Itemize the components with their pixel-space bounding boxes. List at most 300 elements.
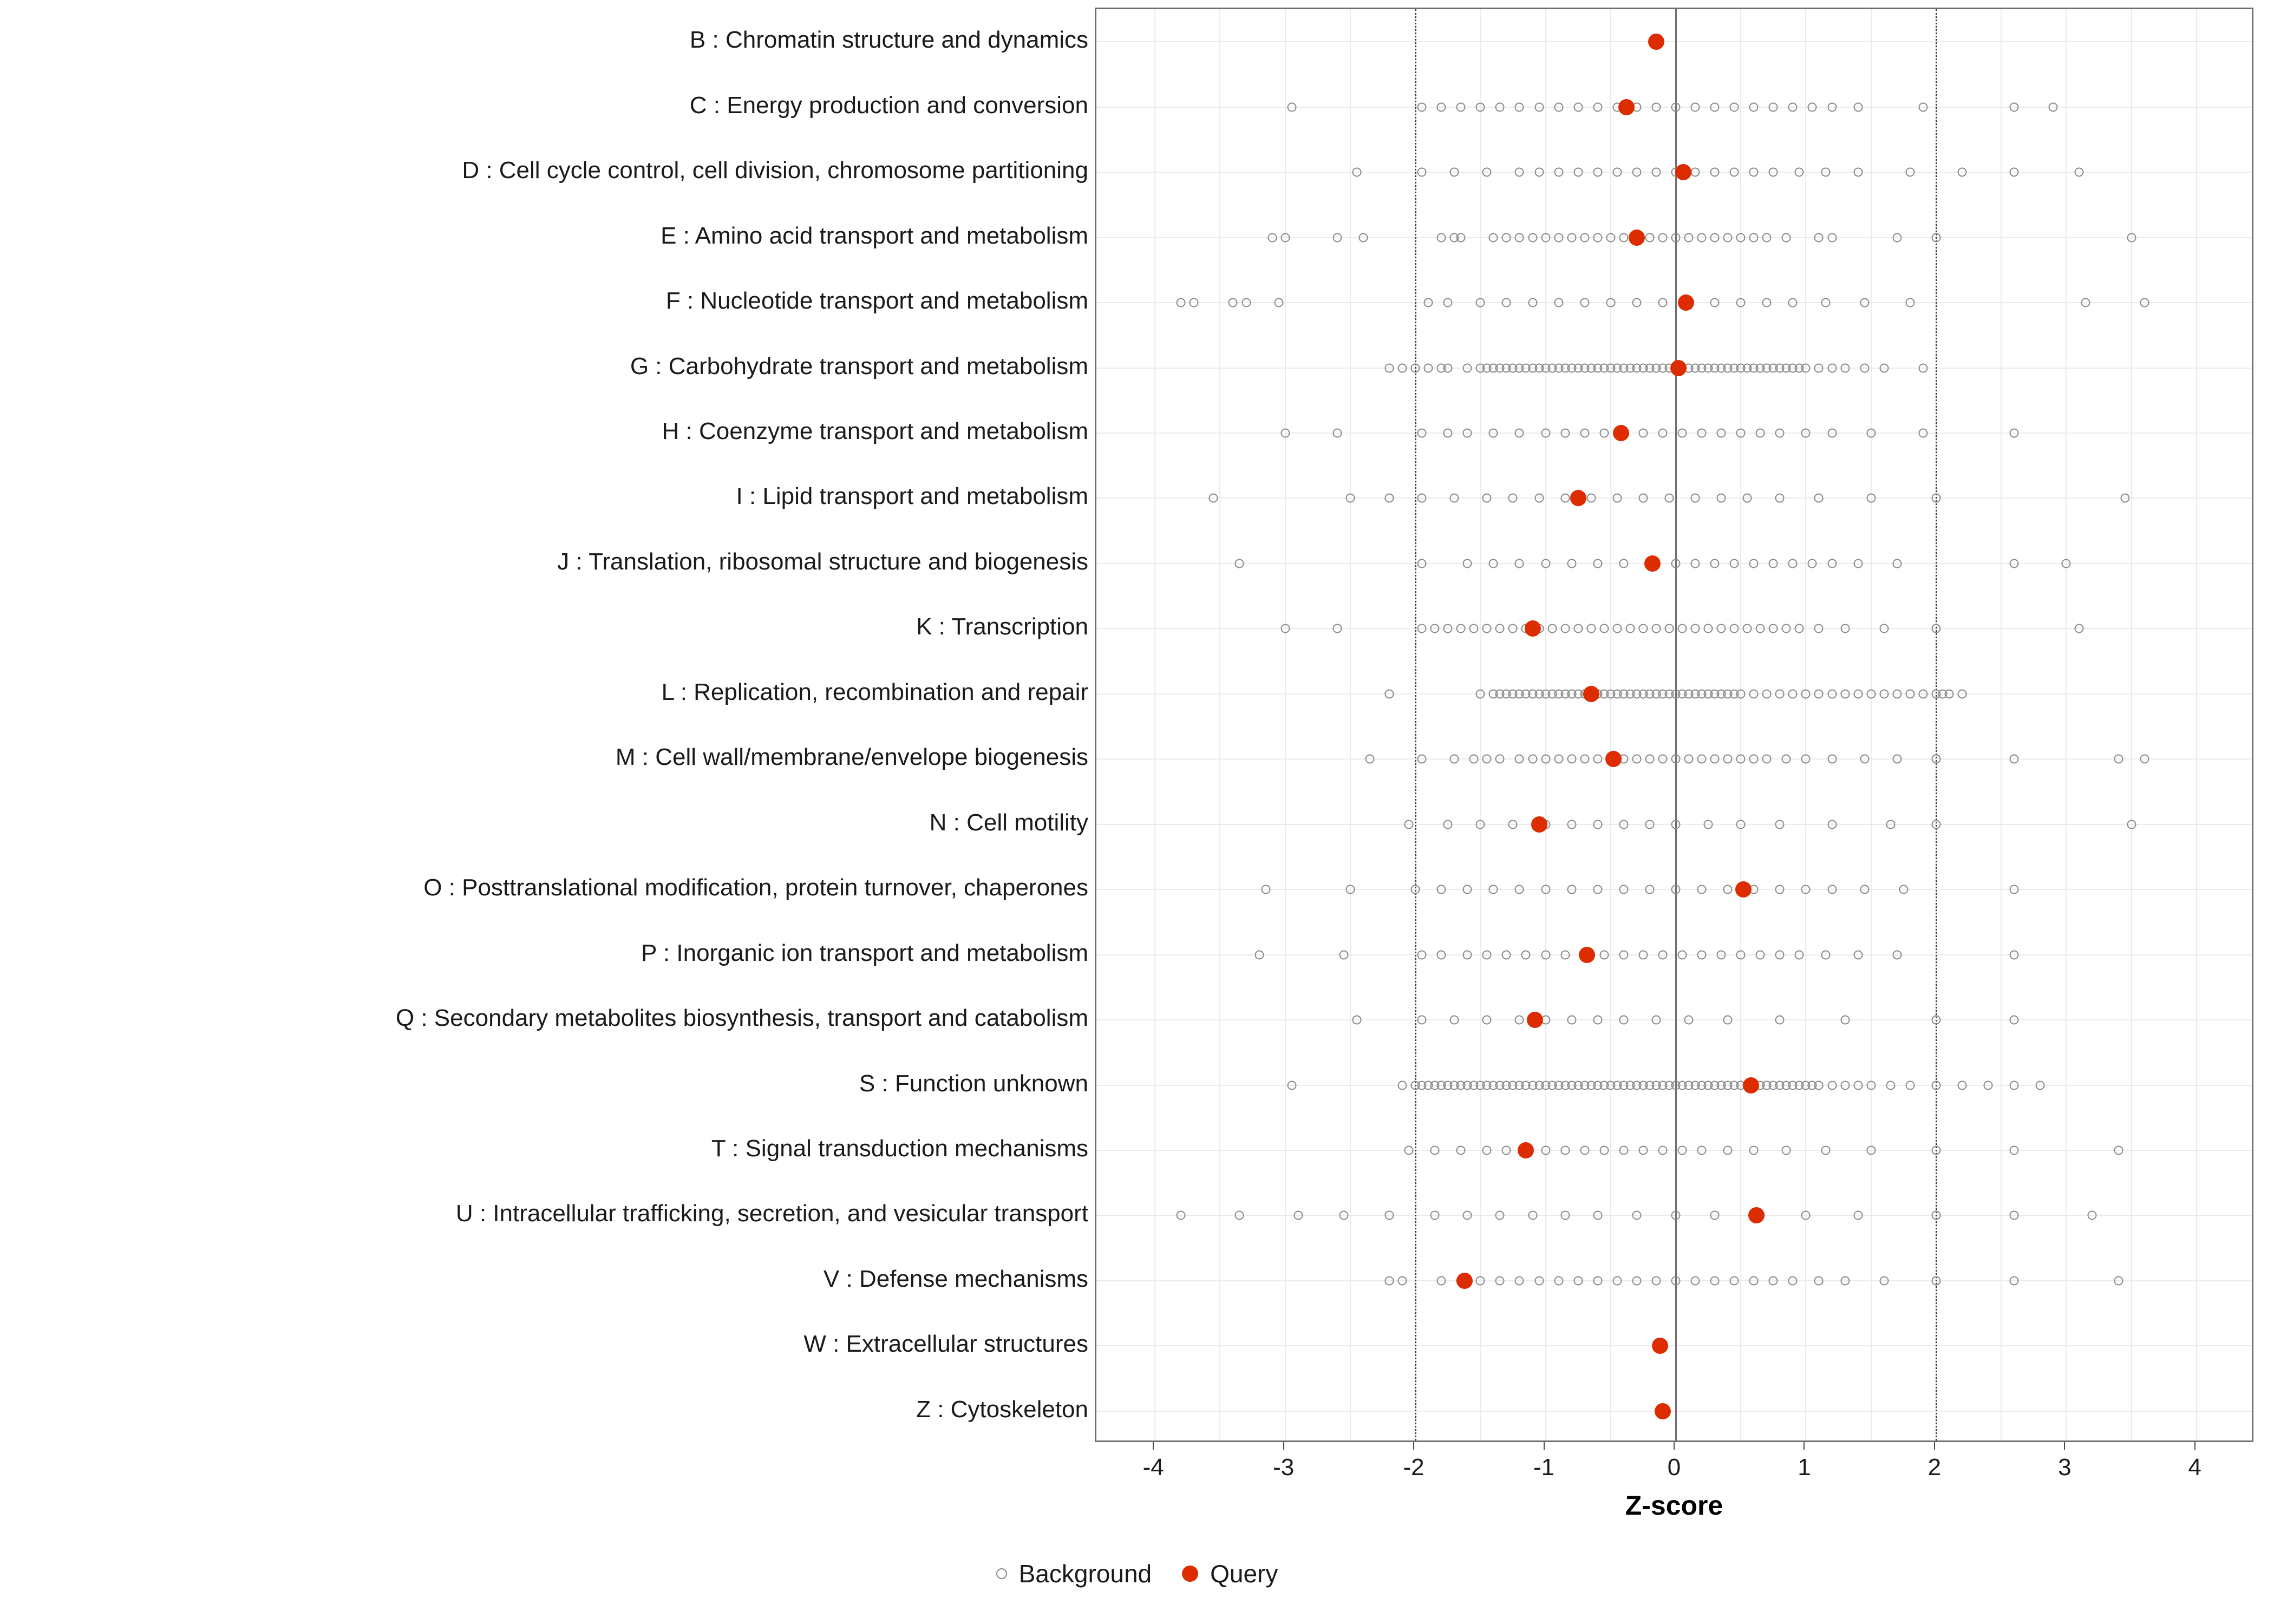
background-data-point [1495, 102, 1505, 112]
background-data-point [1443, 624, 1453, 633]
background-data-point [1697, 1145, 1707, 1155]
background-data-point [1417, 755, 1427, 764]
background-data-point [1918, 102, 1927, 112]
query-data-point [1748, 1207, 1765, 1223]
background-data-point [1814, 624, 1824, 633]
background-data-point [1671, 559, 1681, 568]
background-data-point [1489, 428, 1498, 437]
background-data-point [1417, 168, 1427, 177]
background-data-point [1658, 428, 1667, 437]
background-data-point [2120, 494, 2129, 503]
background-data-point [1756, 624, 1765, 633]
x-tick-label: -2 [1403, 1454, 1424, 1481]
background-data-point [1918, 428, 1927, 437]
category-label: B : Chromatin structure and dynamics [689, 27, 1088, 54]
background-data-point [1984, 1081, 1993, 1090]
background-data-point [1697, 233, 1707, 242]
background-data-point [1567, 755, 1576, 764]
background-data-point [1892, 950, 1901, 959]
category-label: K : Transcription [916, 613, 1088, 640]
background-data-point [2010, 1211, 2019, 1220]
background-data-point [1892, 755, 1901, 764]
background-data-point [1235, 559, 1244, 568]
background-data-point [1931, 233, 1940, 242]
background-data-point [1554, 298, 1563, 307]
x-tick-label: -4 [1142, 1454, 1164, 1481]
x-tick-label: 3 [2058, 1454, 2072, 1481]
x-tick-mark [1803, 1442, 1805, 1450]
background-data-point [1580, 233, 1589, 242]
background-data-point [1821, 950, 1830, 959]
background-data-point [1762, 689, 1772, 698]
grid-line-vertical [1610, 9, 1611, 1440]
background-data-point [1417, 494, 1427, 503]
background-marker-icon [996, 1568, 1007, 1579]
background-data-point [1853, 102, 1863, 112]
background-data-point [1749, 233, 1759, 242]
background-data-point [1443, 820, 1453, 829]
category-axis-labels [0, 0, 1088, 1451]
background-data-point [2010, 102, 2019, 112]
background-data-point [1782, 1145, 1791, 1155]
background-data-point [1684, 233, 1694, 242]
background-data-point [1515, 885, 1524, 894]
background-data-point [1573, 1276, 1583, 1285]
background-data-point [1469, 624, 1479, 633]
background-data-point [1567, 1016, 1576, 1025]
background-data-point [1814, 1081, 1824, 1090]
background-data-point [1502, 233, 1511, 242]
background-data-point [1515, 755, 1524, 764]
background-data-point [1801, 1211, 1811, 1220]
background-data-point [1808, 102, 1817, 112]
background-data-point [1463, 559, 1472, 568]
background-data-point [1866, 494, 1876, 503]
background-data-point [1280, 233, 1290, 242]
background-data-point [1339, 950, 1348, 959]
background-data-point [1482, 624, 1492, 633]
background-data-point [1638, 428, 1648, 437]
background-data-point [1931, 820, 1940, 829]
background-data-point [1450, 755, 1459, 764]
background-data-point [1638, 624, 1648, 633]
background-data-point [2010, 950, 2019, 959]
background-data-point [1730, 102, 1739, 112]
background-data-point [1274, 298, 1283, 307]
background-data-point [1710, 298, 1720, 307]
background-data-point [1957, 1081, 1966, 1090]
query-data-point [1644, 555, 1661, 572]
reference-line-threshold [1415, 9, 1416, 1440]
background-data-point [1476, 1276, 1485, 1285]
background-data-point [1821, 168, 1830, 177]
background-data-point [1593, 102, 1602, 112]
background-data-point [1476, 298, 1485, 307]
background-data-point [1664, 624, 1674, 633]
background-data-point [1385, 1276, 1394, 1285]
background-data-point [1456, 624, 1466, 633]
background-data-point [1736, 950, 1746, 959]
background-data-point [1691, 624, 1700, 633]
background-data-point [1612, 494, 1622, 503]
background-data-point [1612, 168, 1622, 177]
grid-line-vertical [1871, 9, 1872, 1440]
background-data-point [1528, 298, 1537, 307]
background-data-point [1678, 1145, 1687, 1155]
query-marker-icon [1182, 1566, 1198, 1582]
query-data-point [1670, 360, 1687, 376]
background-data-point [2127, 820, 2136, 829]
background-data-point [1678, 428, 1687, 437]
background-data-point [1879, 1276, 1889, 1285]
background-data-point [1580, 1145, 1589, 1155]
background-data-point [1593, 233, 1602, 242]
background-data-point [1756, 950, 1765, 959]
background-data-point [2088, 1211, 2097, 1220]
background-data-point [1489, 233, 1498, 242]
category-label: G : Carbohydrate transport and metabolism [630, 352, 1088, 379]
background-data-point [1508, 624, 1518, 633]
background-data-point [1541, 755, 1550, 764]
background-data-point [1463, 950, 1472, 959]
background-data-point [1567, 885, 1576, 894]
background-data-point [1567, 233, 1576, 242]
background-data-point [1385, 689, 1394, 698]
background-data-point [1743, 494, 1752, 503]
x-tick-label: 0 [1667, 1454, 1681, 1481]
background-data-point [1827, 233, 1837, 242]
background-data-point [1827, 363, 1837, 372]
background-data-point [1892, 689, 1901, 698]
background-data-point [1593, 559, 1602, 568]
background-data-point [1345, 885, 1355, 894]
background-data-point [1489, 885, 1498, 894]
background-data-point [1775, 950, 1785, 959]
reference-line-zero [1675, 9, 1677, 1440]
background-data-point [1827, 559, 1837, 568]
background-data-point [1450, 1016, 1459, 1025]
background-data-point [1534, 1276, 1544, 1285]
background-data-point [1515, 1276, 1524, 1285]
background-data-point [1723, 755, 1733, 764]
background-data-point [1691, 102, 1700, 112]
background-data-point [1560, 494, 1570, 503]
background-data-point [1177, 298, 1186, 307]
background-data-point [1385, 363, 1394, 372]
background-data-point [1769, 1276, 1778, 1285]
background-data-point [1547, 624, 1557, 633]
background-data-point [1619, 1145, 1628, 1155]
background-data-point [1762, 755, 1772, 764]
background-data-point [1437, 885, 1446, 894]
background-data-point [1691, 168, 1700, 177]
background-data-point [1730, 1276, 1739, 1285]
background-data-point [1931, 624, 1940, 633]
background-data-point [1671, 233, 1681, 242]
background-data-point [1593, 1016, 1602, 1025]
background-data-point [2114, 1276, 2123, 1285]
legend-item-background[interactable] [996, 1559, 1152, 1588]
background-data-point [1704, 820, 1713, 829]
background-data-point [1866, 1081, 1876, 1090]
background-data-point [1599, 428, 1609, 437]
background-data-point [1437, 1276, 1446, 1285]
background-data-point [2010, 1081, 2019, 1090]
background-data-point [1853, 1211, 1863, 1220]
background-data-point [1866, 689, 1876, 698]
grid-line-vertical [1350, 9, 1351, 1440]
background-data-point [1229, 298, 1238, 307]
background-data-point [1931, 755, 1940, 764]
background-data-point [1821, 1145, 1830, 1155]
grid-line-horizontal [1096, 954, 2252, 955]
background-data-point [1853, 950, 1863, 959]
x-tick-mark [1153, 1442, 1154, 1450]
background-data-point [1437, 233, 1446, 242]
background-data-point [1931, 1016, 1940, 1025]
background-data-point [1840, 689, 1850, 698]
background-data-point [1899, 885, 1908, 894]
background-data-point [1515, 559, 1524, 568]
background-data-point [1814, 233, 1824, 242]
query-data-point [1456, 1273, 1473, 1289]
category-label: C : Energy production and conversion [689, 91, 1088, 119]
background-data-point [1404, 1145, 1414, 1155]
background-data-point [1352, 168, 1361, 177]
category-label: J : Translation, ribosomal structure and biogenesis [557, 548, 1088, 575]
background-data-point [1651, 1016, 1661, 1025]
background-data-point [1385, 1211, 1394, 1220]
background-data-point [1495, 1276, 1505, 1285]
category-label: T : Signal transduction mechanisms [711, 1135, 1088, 1162]
background-data-point [1619, 820, 1628, 829]
background-data-point [1515, 102, 1524, 112]
grid-line-vertical [1545, 9, 1546, 1440]
background-data-point [1502, 950, 1511, 959]
background-data-point [1918, 363, 1927, 372]
background-data-point [1840, 1016, 1850, 1025]
background-data-point [1723, 1016, 1733, 1025]
background-data-point [1619, 559, 1628, 568]
background-data-point [1567, 820, 1576, 829]
background-data-point [1814, 494, 1824, 503]
background-data-point [1567, 559, 1576, 568]
background-data-point [1411, 885, 1420, 894]
background-data-point [1866, 428, 1876, 437]
background-data-point [1619, 1016, 1628, 1025]
background-data-point [1593, 1276, 1602, 1285]
category-label: S : Function unknown [859, 1070, 1088, 1097]
query-data-point [1579, 947, 1595, 963]
background-data-point [1782, 624, 1791, 633]
background-data-point [1632, 1211, 1641, 1220]
background-data-point [1534, 494, 1544, 503]
background-data-point [1931, 1276, 1940, 1285]
background-data-point [1606, 233, 1615, 242]
background-data-point [1541, 559, 1550, 568]
background-data-point [1287, 102, 1296, 112]
background-data-point [2081, 298, 2090, 307]
background-data-point [1788, 102, 1798, 112]
background-data-point [1560, 624, 1570, 633]
background-data-point [1827, 755, 1837, 764]
background-data-point [1814, 689, 1824, 698]
category-label: U : Intracellular trafficking, secretion, and vesicular transport [455, 1200, 1088, 1227]
x-axis-tick-labels [1095, 1454, 2253, 1487]
background-data-point [1450, 168, 1459, 177]
background-data-point [1691, 494, 1700, 503]
background-data-point [1482, 1016, 1492, 1025]
grid-line-horizontal [1096, 1150, 2252, 1151]
background-data-point [1710, 559, 1720, 568]
background-data-point [1717, 494, 1726, 503]
query-data-point [1678, 294, 1694, 311]
background-data-point [1365, 755, 1374, 764]
background-data-point [1840, 363, 1850, 372]
background-data-point [1684, 1016, 1694, 1025]
background-data-point [1573, 168, 1583, 177]
background-data-point [1658, 950, 1667, 959]
query-data-point [1652, 1338, 1668, 1354]
background-data-point [1638, 1145, 1648, 1155]
background-data-point [1853, 559, 1863, 568]
query-data-point [1531, 816, 1547, 833]
grid-line-vertical [2196, 9, 2197, 1440]
background-data-point [1352, 1016, 1361, 1025]
background-data-point [1398, 1081, 1407, 1090]
background-data-point [1443, 428, 1453, 437]
background-data-point [1886, 820, 1895, 829]
background-data-point [1528, 755, 1537, 764]
query-data-point [1629, 230, 1645, 246]
background-data-point [1430, 1211, 1440, 1220]
background-data-point [1632, 1276, 1641, 1285]
query-data-point [1518, 1142, 1534, 1158]
background-data-point [1554, 168, 1563, 177]
background-data-point [1482, 168, 1492, 177]
background-data-point [1892, 559, 1901, 568]
background-data-point [1795, 168, 1804, 177]
background-data-point [1717, 950, 1726, 959]
background-data-point [1209, 494, 1218, 503]
background-data-point [1443, 298, 1453, 307]
background-data-point [1502, 298, 1511, 307]
grid-line-horizontal [1096, 1019, 2252, 1020]
background-data-point [1651, 102, 1661, 112]
background-data-point [1769, 624, 1778, 633]
background-data-point [1463, 1211, 1472, 1220]
background-data-point [1840, 1276, 1850, 1285]
background-data-point [1853, 689, 1863, 698]
background-data-point [1788, 689, 1798, 698]
background-data-point [1534, 102, 1544, 112]
x-tick-mark [1413, 1442, 1414, 1450]
x-tick-mark [2194, 1442, 2195, 1450]
query-data-point [1655, 1403, 1671, 1419]
background-data-point [1632, 298, 1641, 307]
background-data-point [1723, 233, 1733, 242]
background-data-point [1905, 168, 1914, 177]
background-data-point [1528, 233, 1537, 242]
background-data-point [1417, 624, 1427, 633]
background-data-point [1593, 755, 1602, 764]
background-data-point [1463, 885, 1472, 894]
background-data-point [1671, 1276, 1681, 1285]
query-data-point [1570, 490, 1586, 506]
background-data-point [1586, 494, 1596, 503]
background-data-point [1749, 689, 1759, 698]
x-axis-ticks [1095, 1442, 2253, 1453]
category-label: V : Defense mechanisms [823, 1265, 1088, 1292]
background-data-point [1775, 689, 1785, 698]
background-data-point [1853, 168, 1863, 177]
background-data-point [1508, 494, 1518, 503]
background-data-point [1515, 233, 1524, 242]
reference-line-threshold [1936, 9, 1937, 1440]
background-data-point [1749, 102, 1759, 112]
background-data-point [1638, 494, 1648, 503]
background-data-point [1267, 233, 1277, 242]
background-data-point [1619, 885, 1628, 894]
x-tick-mark [2064, 1442, 2065, 1450]
legend-label-background: Background [1018, 1560, 1152, 1588]
background-data-point [1398, 1276, 1407, 1285]
background-data-point [1424, 298, 1433, 307]
plot-panel [1095, 8, 2253, 1442]
x-tick-label: -3 [1273, 1454, 1295, 1481]
background-data-point [1580, 298, 1589, 307]
background-data-point [1417, 428, 1427, 437]
background-data-point [1691, 559, 1700, 568]
grid-line-horizontal [1096, 302, 2252, 303]
grid-line-vertical [1154, 9, 1155, 1440]
category-label: E : Amino acid transport and metabolism [661, 222, 1088, 249]
background-data-point [1853, 1081, 1863, 1090]
x-tick-mark [1934, 1442, 1935, 1450]
background-data-point [1430, 1145, 1440, 1155]
grid-line-vertical [2066, 9, 2067, 1440]
category-label: M : Cell wall/membrane/envelope biogenesis [615, 744, 1088, 771]
background-data-point [1456, 233, 1466, 242]
background-data-point [1541, 950, 1550, 959]
background-data-point [1632, 755, 1641, 764]
background-data-point [1710, 168, 1720, 177]
background-data-point [1827, 885, 1837, 894]
background-data-point [1241, 298, 1251, 307]
background-data-point [1671, 885, 1681, 894]
background-data-point [1879, 689, 1889, 698]
legend-item-query[interactable] [1182, 1559, 1278, 1588]
background-data-point [1606, 298, 1615, 307]
background-data-point [1593, 885, 1602, 894]
query-data-point [1675, 164, 1691, 180]
background-data-point [1417, 559, 1427, 568]
category-label: D : Cell cycle control, cell division, chromosome partitioning [462, 157, 1088, 184]
background-data-point [1417, 102, 1427, 112]
background-data-point [1638, 950, 1648, 959]
background-data-point [1593, 168, 1602, 177]
background-data-point [1476, 820, 1485, 829]
query-data-point [1527, 1012, 1543, 1028]
background-data-point [1645, 820, 1654, 829]
background-data-point [1782, 755, 1791, 764]
x-tick-mark [1544, 1442, 1545, 1450]
grid-line-horizontal [1096, 1345, 2252, 1346]
background-data-point [1879, 363, 1889, 372]
background-data-point [1749, 168, 1759, 177]
background-data-point [1541, 885, 1550, 894]
background-data-point [1502, 1145, 1511, 1155]
